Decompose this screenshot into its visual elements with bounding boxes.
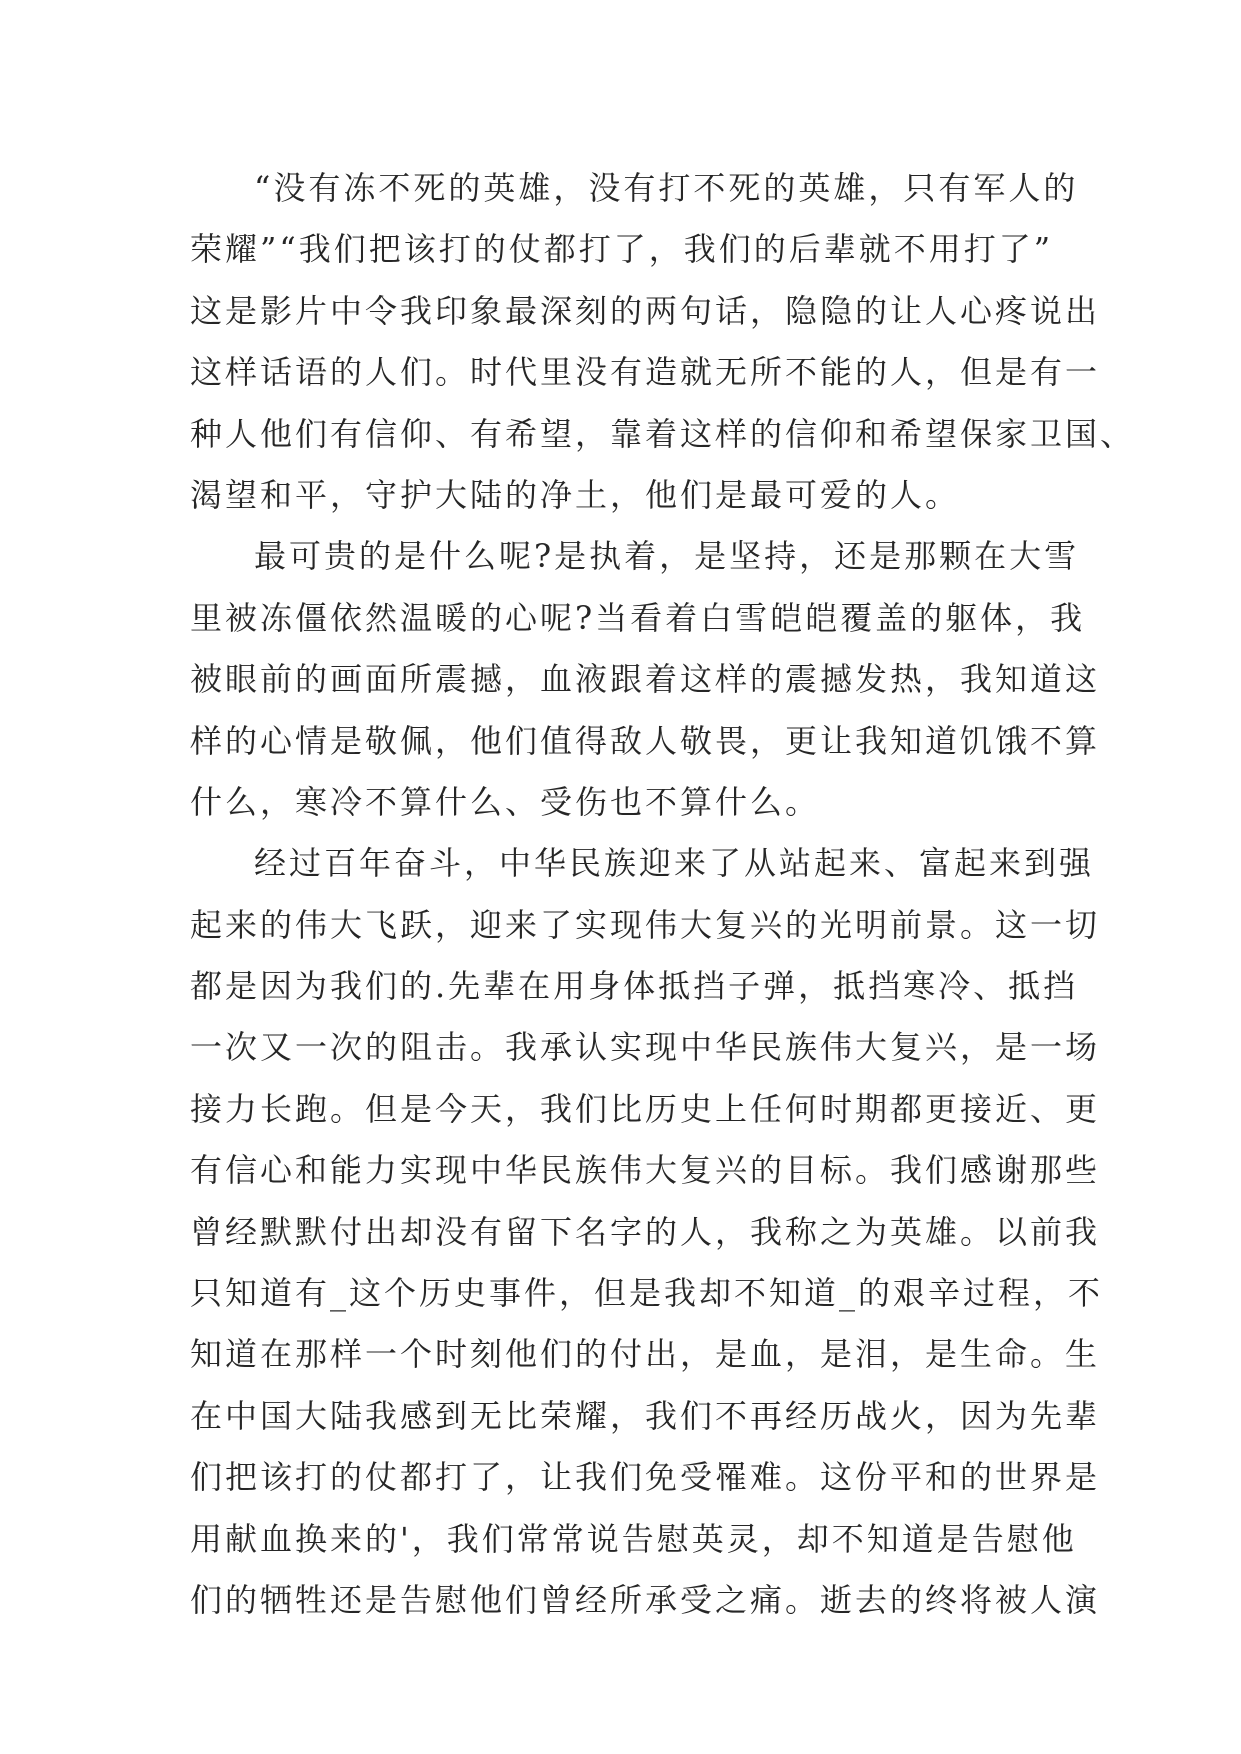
paragraph-3-line-6: 有信心和能力实现中华民族伟大复兴的目标。我们感谢那些 [190, 1151, 1101, 1190]
paragraph-2-line-1: 最可贵的是什么呢?是执着，是坚持，还是那颗在大雪 [254, 537, 1080, 576]
paragraph-3-line-3: 都是因为我们的.先辈在用身体抵挡子弹，抵挡寒冷、抵挡 [190, 967, 1079, 1006]
paragraph-3-line-4: 一次又一次的阻击。我承认实现中华民族伟大复兴，是一场 [190, 1028, 1101, 1067]
document-body [190, 158, 1136, 1631]
paragraph-3-line-7: 曾经默默付出却没有留下名字的人，我称之为英雄。以前我 [190, 1212, 1101, 1251]
paragraph-1-line-2: 荣耀”“我们把该打的仗都打了，我们的后辈就不用打了” [190, 230, 1054, 269]
paragraph-3-line-13: 们的牺牲还是告慰他们曾经所承受之痛。逝去的终将被人演 [190, 1580, 1101, 1619]
paragraph-3-line-2: 起来的伟大飞跃，迎来了实现伟大复兴的光明前景。这一切 [190, 905, 1101, 944]
paragraph-3-line-1: 经过百年奋斗，中华民族迎来了从站起来、富起来到强 [254, 844, 1095, 883]
paragraph-3-line-9: 知道在那样一个时刻他们的付出，是血，是泪，是生命。生 [190, 1335, 1101, 1374]
paragraph-1-line-6: 渴望和平，守护大陆的净土，他们是最可爱的人。 [190, 475, 961, 514]
paragraph-3-line-11: 们把该打的仗都打了，让我们免受罹难。这份平和的世界是 [190, 1458, 1101, 1497]
paragraph-2-line-3: 被眼前的画面所震撼，血液跟着这样的震撼发热，我知道这 [190, 660, 1101, 699]
paragraph-1-line-1: “没有冻不死的英雄，没有打不死的英雄，只有军人的 [254, 169, 1079, 207]
paragraph-1-line-4: 这样话语的人们。时代里没有造就无所不能的人，但是有一 [190, 353, 1101, 392]
paragraph-1-line-3: 这是影片中令我印象最深刻的两句话，隐隐的让人心疼说出 [190, 291, 1101, 330]
paragraph-2-line-5: 什么，寒冷不算什么、受伤也不算什么。 [190, 782, 821, 821]
paragraph-3-line-5: 接力长跑。但是今天，我们比历史上任何时期都更接近、更 [190, 1089, 1101, 1128]
paragraph-2-line-2: 里被冻僵依然温暖的心呢?当看着白雪皑皑覆盖的躯体，我 [190, 598, 1086, 637]
paragraph-2-line-4: 样的心情是敬佩，他们值得敌人敬畏，更让我知道饥饿不算 [190, 721, 1101, 760]
paragraph-1-line-5: 种人他们有信仰、有希望，靠着这样的信仰和希望保家卫国、 [190, 414, 1136, 453]
paragraph-3-line-10: 在中国大陆我感到无比荣耀，我们不再经历战火，因为先辈 [190, 1396, 1101, 1435]
paragraph-3-line-12: 用献血换来的'，我们常常说告慰英灵，却不知道是告慰他 [190, 1519, 1077, 1558]
paragraph-3-line-8: 只知道有_这个历史事件，但是我却不知道_的艰辛过程，不 [190, 1274, 1104, 1313]
